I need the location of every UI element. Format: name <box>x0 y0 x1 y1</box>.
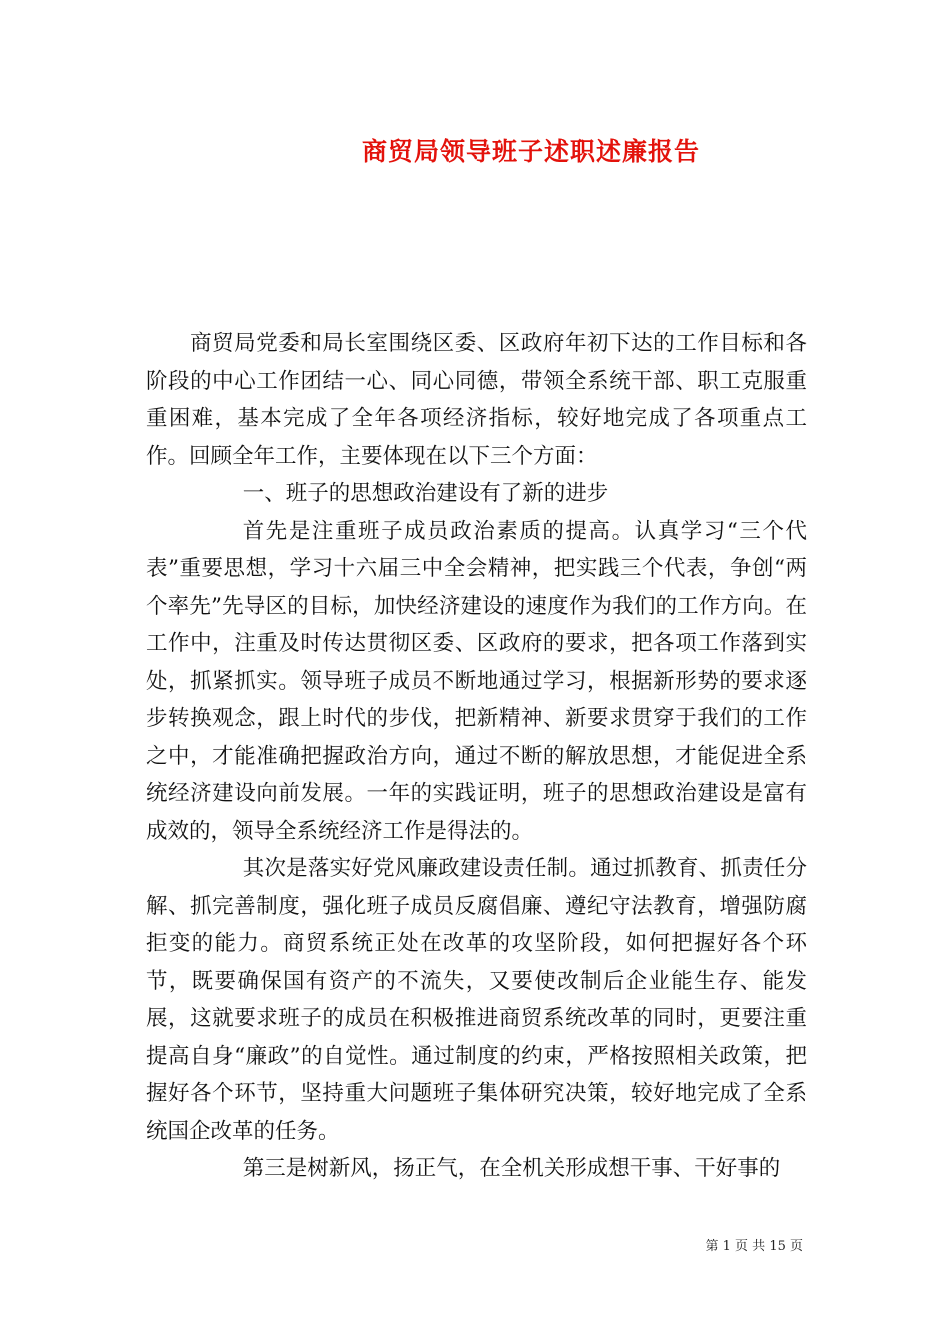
document-title: 商贸局领导班子述职述廉报告 <box>361 137 700 166</box>
page-number-footer: 第 1 页 共 15 页 <box>705 1239 803 1254</box>
paragraph-third: 第三是树新风，扬正气，在全机关形成想干事、干好事的 <box>242 1156 781 1181</box>
section-heading: 一、班子的思想政治建设有了新的进步 <box>242 481 609 506</box>
document-body <box>146 325 807 1188</box>
paragraph-first: 首先是注重班子成员政治素质的提高。认真学习“三个代表”重要思想，学习十六届三中全会精神，把实践三个代表，争创“两个率先”先导区的目标，加快经济建设的速度作为我们的工作方向。在工作中，注重及时传达贯彻区委、区政府的要求，把各项工作落到实处，抓紧抓实。领导班子成员不断地通过学习，根据新形势的要求逐步转换观念，跟上时代的步伐，把新精神、新要求贯穿于我们的工作之中，才能准确把握政治方向，通过不断的解放思想，才能促进全系统经济建设向前发展。一年的实践证明，班子的思想政治建设是富有成效的，领导全系统经济工作是得法的。 <box>146 518 807 844</box>
paragraph-intro: 商贸局党委和局长室围绕区委、区政府年初下达的工作目标和各阶段的中心工作团结一心、同心同德，带领全系统干部、职工克服重重困难，基本完成了全年各项经济指标，较好地完成了各项重点工作。回顾全年工作，主要体现在以下三个方面： <box>146 331 807 469</box>
paragraph-second: 其次是落实好党风廉政建设责任制。通过抓教育、抓责任分解、抓完善制度，强化班子成员反腐倡廉、遵纪守法教育，增强防腐拒变的能力。商贸系统正处在改革的攻坚阶段，如何把握好各个环节，既要确保国有资产的不流失，又要使改制后企业能生存、能发展，这就要求班子的成员在积极推进商贸系统改革的同时，更要注重提高自身“廉政”的自觉性。通过制度的约束，严格按照相关政策，把握好各个环节，坚持重大问题班子集体研究决策，较好地完成了全系统国企改革的任务。 <box>146 856 807 1144</box>
